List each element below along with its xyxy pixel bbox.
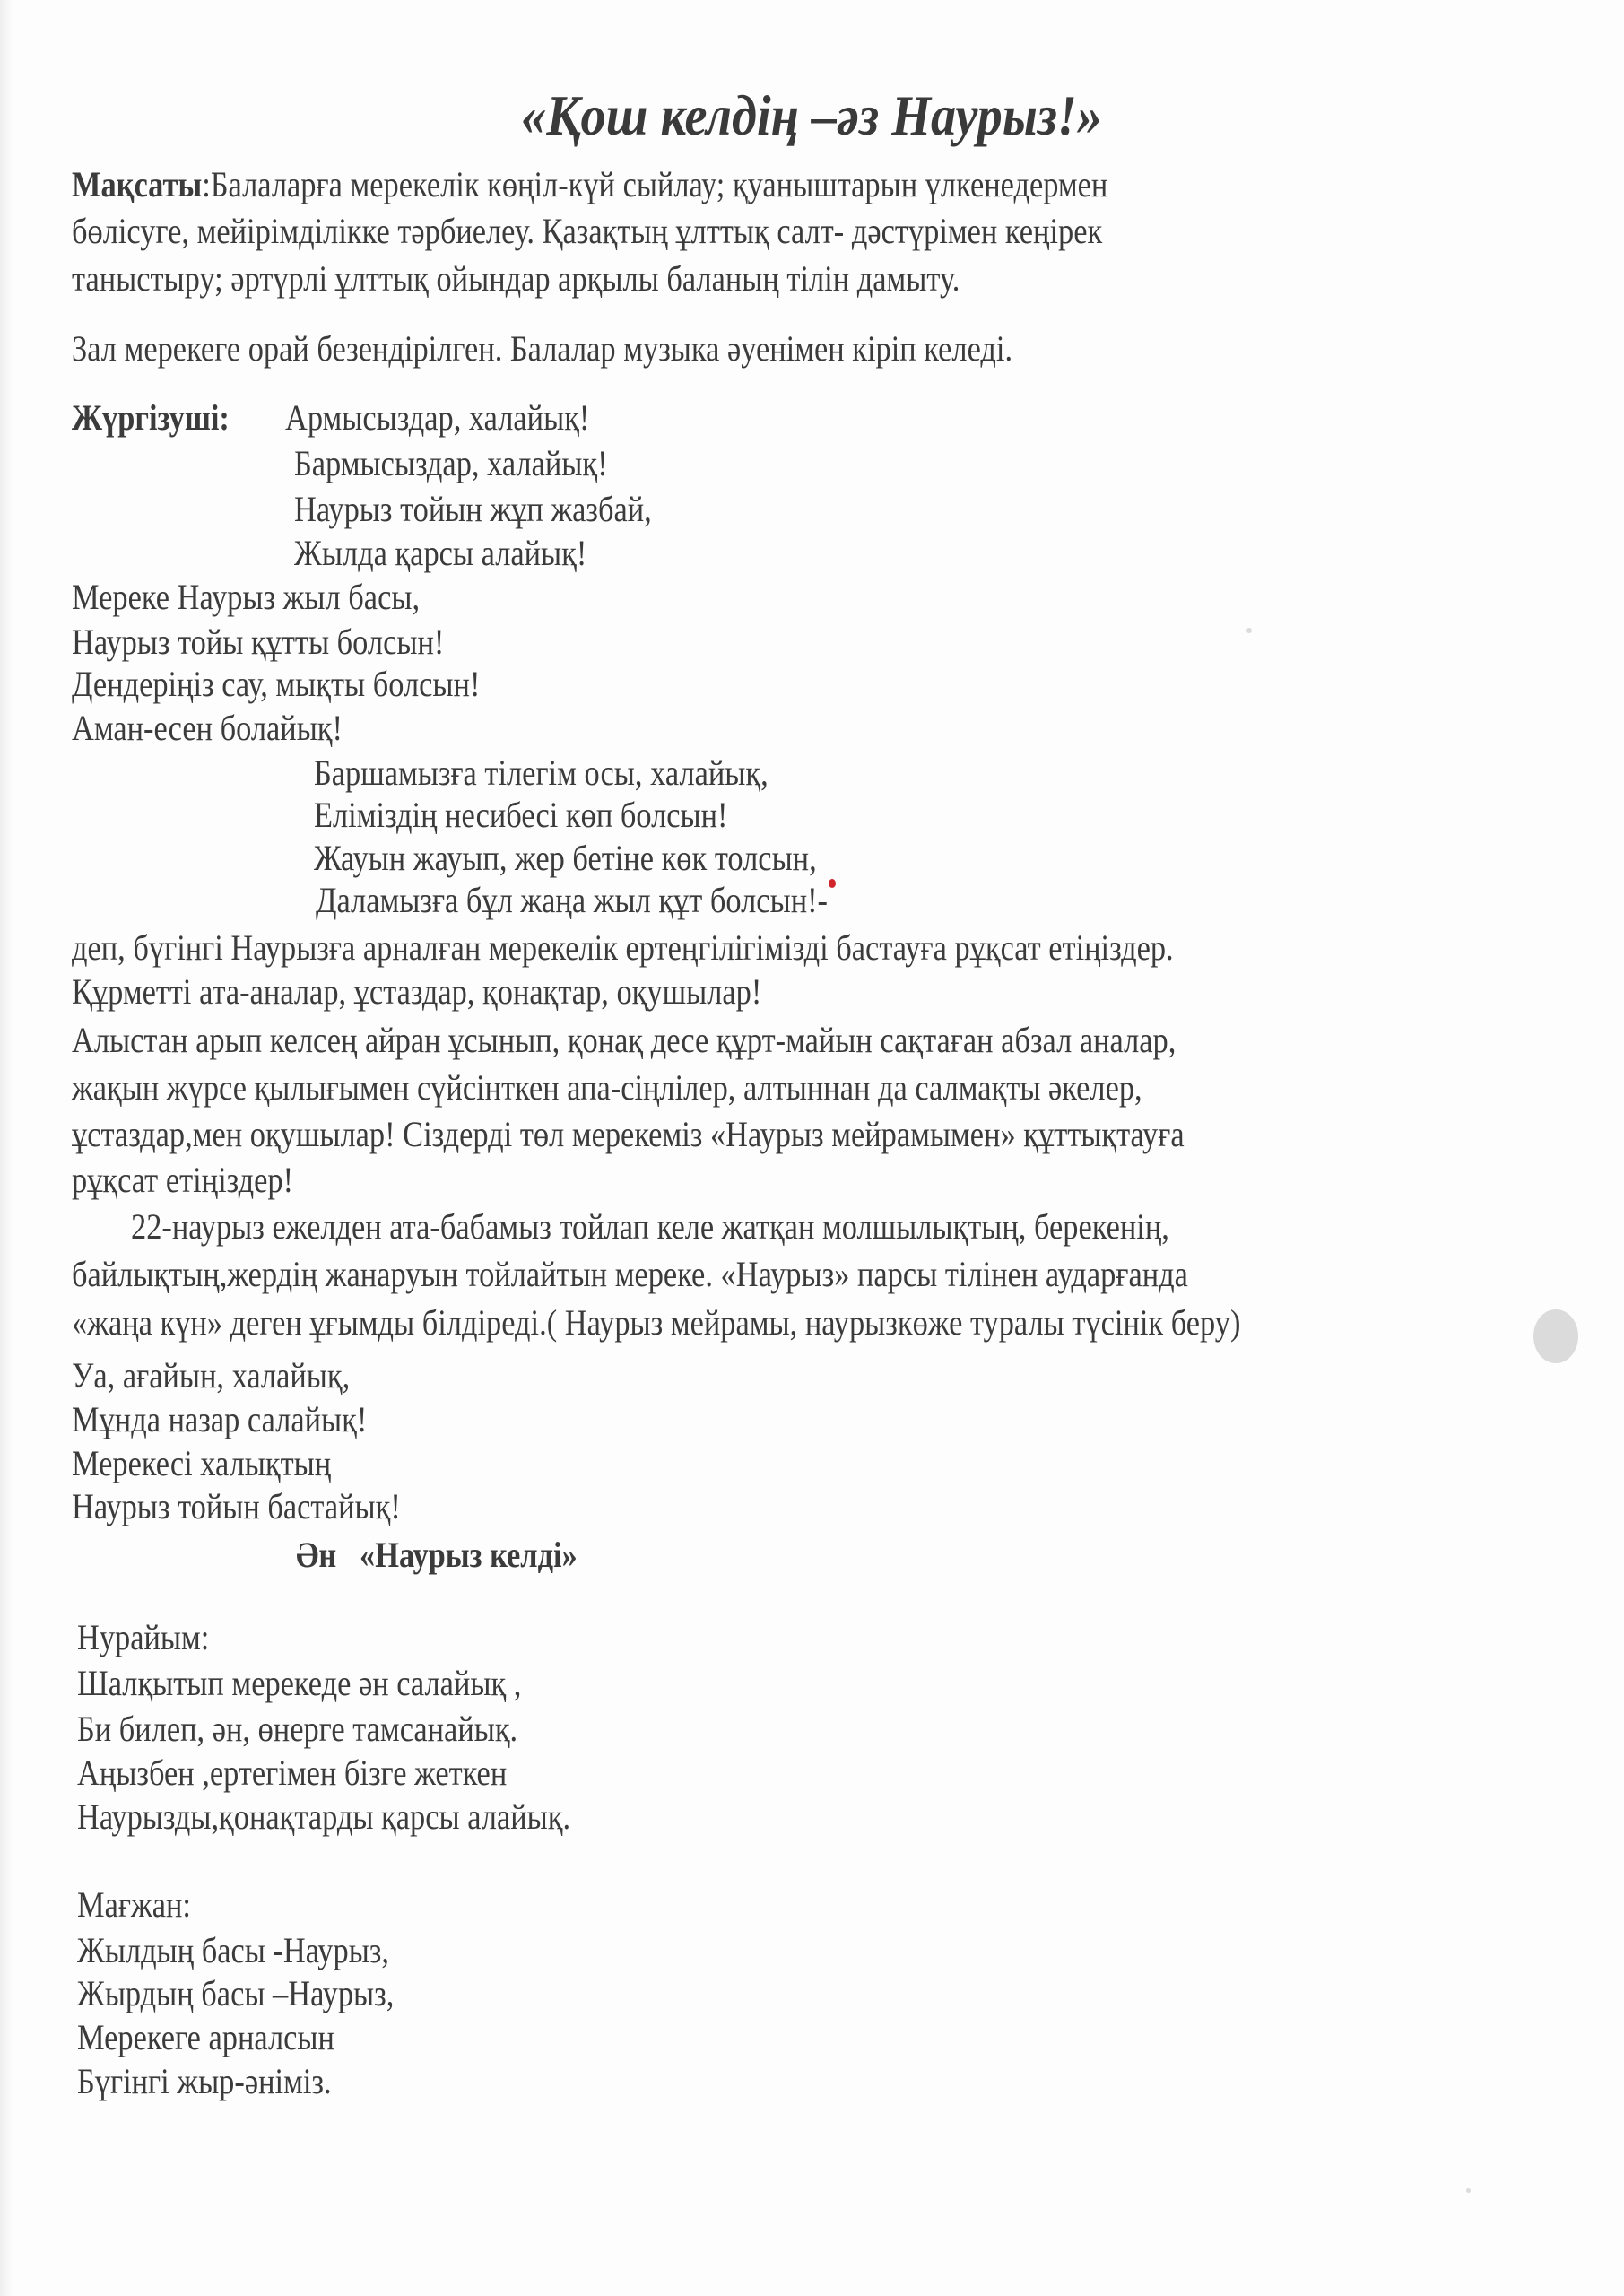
song-label: Ән [296, 1535, 337, 1575]
purpose-line-2: бөлісуге, мейірімділікке тәрбиелеу. Қазақтың ұлттық салт- дәстүрімен кеңірек [72, 211, 1103, 251]
host-verse2-line-3: Дендеріңіз сау, мықты болсын! [72, 664, 481, 704]
host-label: Жүргізуші: [72, 397, 230, 438]
host-prose1-line-2: Құрметті ата-аналар, ұстаздар, қонақтар, оқушылар! [72, 971, 762, 1012]
host-verse4-line-3: Мерекесі халықтың [72, 1443, 332, 1483]
host-verse1-line-1: Армысыздар, халайық! [285, 397, 590, 438]
nuraiym-line-3: Аңызбен ,ертегімен бізге жеткен [77, 1752, 508, 1793]
magzhan-line-2: Жырдың басы –Наурыз, [77, 1973, 395, 2013]
nuraiym-line-1: Шалқытып мерекеде ән салайық , [77, 1663, 522, 1703]
document-title [0, 83, 1624, 149]
red-ink-mark [829, 879, 836, 888]
host-verse4-line-4: Наурыз тойын бастайық! [72, 1486, 401, 1526]
host-verse1-line-3: Наурыз тойын жұп жазбай, [294, 489, 652, 529]
scan-edge-shadow [0, 0, 13, 2296]
magzhan-line-4: Бүгінгі жыр-әніміз. [77, 2061, 332, 2101]
host-prose2-line-1: 22-наурыз ежелден ата-бабамыз тойлап келе жатқан молшылықтың, берекенің, [131, 1206, 1169, 1247]
host-verse3-line-1: Баршамызға тілегім осы, халайық, [314, 752, 769, 793]
scan-noise [1246, 628, 1252, 633]
host-verse4-line-2: Мұнда назар салайық! [72, 1399, 368, 1439]
document-title-text: «Қош келдің –әз Наурыз!» [521, 83, 1103, 147]
song-heading [296, 1534, 578, 1577]
intro-line: Зал мерекеге орай безендірілген. Балалар музыка әуенімен кіріп келеді. [72, 328, 1013, 369]
nuraiym-line-2: Би билеп, ән, өнерге тамсанайық. [77, 1709, 518, 1749]
purpose-line-1 [72, 163, 1107, 206]
host-verse2-line-1: Мереке Наурыз жыл басы, [72, 577, 421, 617]
host-prose1-line-5: ұстаздар,мен оқушылар! Сіздерді төл мерекеміз «Наурыз мейрамымен» құттықтауға [72, 1114, 1185, 1154]
scan-noise [1533, 1309, 1578, 1363]
host-prose1-line-1: деп, бүгінгі Наурызға арналған мерекелік ертеңгілігімізді бастауға рұқсат етіңіздер. [72, 927, 1174, 968]
purpose-label: Мақсаты [72, 164, 203, 204]
host-verse3-line-2: Еліміздің несибесі көп болсын! [314, 795, 728, 835]
host-prose2-line-3: «жаңа күн» деген ұғымды білдіреді.( Наурыз мейрамы, наурызкөже туралы түсінік беру) [72, 1302, 1241, 1343]
purpose-line-3: таныстыру; әртүрлі ұлттық ойындар арқылы баланың тілін дамыту. [72, 258, 960, 299]
host-verse3-line-3: Жауын жауып, жер бетіне көк толсын, [314, 838, 817, 878]
host-prose1-line-4: жақын жүрсе қылығымен сүйсінткен апа-сіңлілер, алтыннан да салмақты әкелер, [72, 1067, 1142, 1108]
host-verse2-line-4: Аман-есен болайық! [72, 708, 343, 748]
nuraiym-line-4: Наурызды,қонақтарды қарсы алайық. [77, 1796, 571, 1837]
scan-noise [1466, 2188, 1471, 2193]
host-prose2-line-2: байлықтың,жердің жанаруын тойлайтын мереке. «Наурыз» парсы тілінен аударғанда [72, 1254, 1188, 1294]
song-title: «Наурыз келді» [360, 1535, 578, 1575]
host-prose1-line-3: Алыстан арып келсең айран ұсынып, қонақ десе құрт-майын сақтаған абзал аналар, [72, 1020, 1177, 1060]
magzhan-line-3: Мерекеге арналсын [77, 2017, 334, 2057]
magzhan-line-1: Жылдың басы -Наурыз, [77, 1930, 390, 1970]
purpose-text-1: :Балаларға мерекелік көңіл-күй сыйлау; қуаныштарын үлкенедермен [202, 164, 1108, 204]
host-verse4-line-1: Уа, ағайын, халайық, [72, 1355, 351, 1396]
host-prose1-line-6: рұқсат етіңіздер! [72, 1160, 294, 1200]
host-verse1-line-2: Бармысыздар, халайық! [294, 443, 608, 483]
host-verse2-line-2: Наурыз тойы құтты болсын! [72, 622, 445, 662]
host-verse1-line-4: Жылда қарсы алайық! [294, 533, 587, 573]
magzhan-label: Мағжан: [77, 1884, 191, 1925]
nuraiym-label: Нурайым: [77, 1617, 210, 1657]
host-verse3-line-4: Даламызға бұл жаңа жыл құт болсын!- [316, 880, 829, 920]
